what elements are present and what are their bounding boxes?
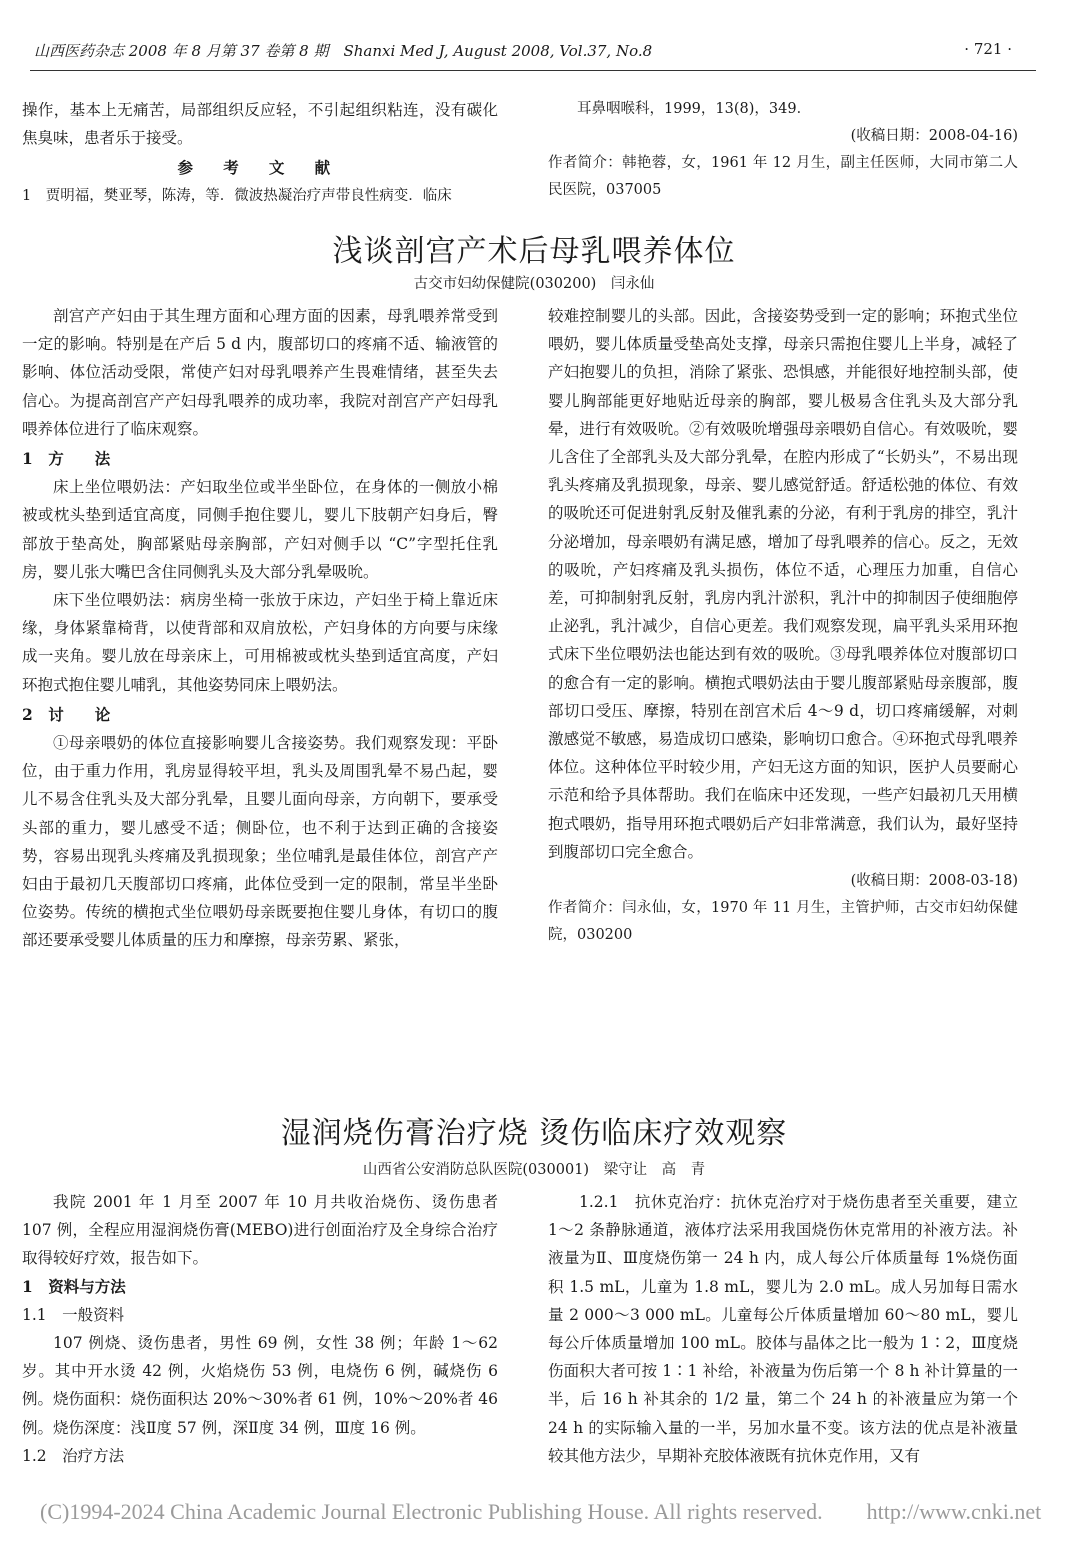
article-title: 浅谈剖宫产术后母乳喂养体位 <box>332 234 736 269</box>
received-date: (收稿日期：2008-04-16) <box>850 128 1018 144</box>
article1-paragraph: 床下坐位喂奶法：病房坐椅一张放于床边，产妇坐于椅上靠近床缘，身体紧靠椅背，以使背部和双肩放松，产妇身体的方向要与床缘成一夹角。婴儿放在母亲床上，可用棉被或枕头垫到适宜高度，产妇环抱式抱住婴儿哺乳，其他姿势同床上喂奶法。 <box>22 591 498 694</box>
article-authors: 古交市妇幼保健院(030200) 闫永仙 <box>413 276 655 292</box>
reference-1: 1 贾明福，樊亚琴，陈涛，等．微波热凝治疗声带良性病变．临床 <box>22 187 452 204</box>
article1-paragraph-continued: 较难控制婴儿的头部。因此，含接姿势受到一定的影响；环抱式坐位喂奶，婴儿体质量受垫高处支撑，母亲只需抱住婴儿上半身，减轻了产妇抱婴儿的负担，消除了紧张、恐惧感，并能很好地控制头部，使婴儿胸部能更好地贴近母亲的胸部，婴儿极易含住乳头及大部分乳晕，进行有效吸吮。②有效吸吮增强母亲喂奶自信心。有效吸吮，婴儿含住了全部乳头及大部分乳晕，在腔内形成了“长奶头”，不易出现乳头疼痛及乳损现象，母亲、婴儿感觉舒适。舒适松弛的体位、有效的吸吮还可促进射乳反射及催乳素的分泌，有利于乳房的排空，乳汁分泌增加，母亲喂奶有满足感，增加了母乳喂养的信心。反之，无效的吸吮，产妇疼痛及乳头损伤，体位不适，心理压力加重，自信心差，可抑制射乳反射，乳房内乳汁淤积，乳汁中的抑制因子使细胞停止泌乳，乳汁减少，自信心更差。我们观察发现，扁平乳头采用环抱式床下坐位喂奶法也能达到有效的吸吮。③母乳喂养体位对腹部切口的愈合有一定的影响。横抱式喂奶法由于婴儿腹部紧贴母亲腹部，腹部切口受压、摩擦，特别在剖宫术后 4～9 d，切口疼痛缓解，对刺激感觉不敏感，易造成切口感染，影响切口愈合。④环抱式母乳喂养体位。这种体位平时较少用，产妇无这方面的知识，医护人员要耐心示范和给予具体帮助。我们在临床中还发现，一些产妇最初几天用横抱式喂奶，指导用环抱式喂奶后产妇非常满意，我们认为，最好坚持到腹部切口完全愈合。 <box>548 307 1018 861</box>
running-header <box>34 40 1034 66</box>
article-authors: 山西省公安消防总队医院(030001) 梁守让 高 青 <box>362 1162 706 1178</box>
page-number: · 721 · <box>964 40 1012 58</box>
article2-paragraph: 1.2.1 抗休克治疗：抗休克治疗对于烧伤患者至关重要，建立 1～2 条静脉通道，液体疗法采用我国烧伤休克常用的补液方法。补液量为Ⅱ、Ⅲ度烧伤第一 24 h 内，成人每公斤体质量每 1%烧伤面积 1.5 mL，儿童为 1.8 mL，婴儿为 2.0 mL。成人另加每日需水量 2 000～3 000 mL。儿童每公斤体质量增加 60～80 mL，婴儿每公斤体质量增加 100 mL。胶体与晶体之比一般为 1∶2，Ⅲ度烧伤面积大者可按 1∶1 补给，补液量为伤后第一个 8 h 补计算量的一半，后 16 h 补其余的 1/2 量，第二个 24 h 的补液量应为第一个 24 h 的实际输入量的一半，另加水量不变。该方法的优点是补液量较其他方法少，早期补充胶体液既有抗休克作用，又有 <box>548 1193 1018 1465</box>
article2-intro: 我院 2001 年 1 月至 2007 年 10 月共收治烧伤、烫伤患者 107 例，全程应用湿润烧伤膏(MEBO)进行创面治疗及全身综合治疗取得较好疗效，报告如下。 <box>22 1193 498 1268</box>
author-bio: 作者简介：韩艳蓉，女，1961 年 12 月生，副主任医师，大同市第二人民医院，037005 <box>548 155 1018 198</box>
section-heading-discussion: 2 讨 论 <box>22 704 111 724</box>
article-title: 湿润烧伤膏治疗烧 烫伤临床疗效观察 <box>280 1116 788 1151</box>
journal-citation: 山西医药杂志 2008 年 8 月第 37 卷第 8 期 Shanxi Med J, August 2008, Vol.37, No.8 <box>34 42 653 60</box>
section-heading-methods: 1 方 法 <box>22 449 111 469</box>
article1-paragraph: ①母亲喂奶的体位直接影响婴儿含接姿势。我们观察发现：平卧位，由于重力作用，乳房显得较平坦，乳头及周围乳晕不易凸起，婴儿不易含住乳头及大部分乳晕，且婴儿面向母亲，方向朝下，要承受头部的重力，婴儿感受不适；侧卧位，也不利于达到正确的含接姿势，容易出现乳头疼痛及乳损现象；坐位哺乳是最佳体位，剖宫产产妇由于最初几天腹部切口疼痛，此体位受到一定的限制，常呈半坐卧位姿势。传统的横抱式坐位喂奶母亲既要抱住婴儿身体，有切口的腹部还要承受婴儿体质量的压力和摩擦，母亲劳累、紧张， <box>22 734 498 950</box>
references-title: 参 考 文 献 <box>177 158 343 178</box>
section-heading-materials: 1 资料与方法 <box>22 1276 126 1296</box>
author-bio: 作者简介：闫永仙，女，1970 年 11 月生，主管护师，古交市妇幼保健院，030200 <box>548 900 1018 944</box>
article1-intro: 剖宫产产妇由于其生理方面和心理方面的因素，母乳喂养常受到一定的影响。特别是在产后 5 d 内，腹部切口的疼痛不适、输液管的影响、体位活动受限，常使产妇对母乳喂养产生畏难情绪，甚至失去信心。为提高剖宫产产妇母乳喂养的成功率，我院对剖宫产产妇母乳喂养体位进行了临床观察。 <box>22 307 498 438</box>
article1-left-column <box>22 302 498 955</box>
prev-article-left <box>22 96 498 210</box>
reference-1-continued: 耳鼻咽喉科，1999，13(8)，349． <box>577 101 812 117</box>
prev-article-right <box>548 96 1018 204</box>
article2-paragraph: 107 例烧、烫伤患者，男性 69 例，女性 38 例；年龄 1～62 岁。其中开水烫 42 例，火焰烧伤 53 例，电烧伤 6 例，碱烧伤 6 例。烧伤面积：烧伤面积达 20%～30%者 61 例，10%～20%者 46 例。烧伤深度：浅Ⅱ度 57 例，深Ⅱ度 34 例，Ⅲ度 16 例。 <box>22 1334 498 1437</box>
header-rule <box>30 70 1036 71</box>
subsection-heading: 1.2 治疗方法 <box>22 1446 125 1465</box>
prev-article-text: 操作，基本上无痛苦，局部组织反应轻，不引起组织粘连，没有碳化焦臭味，患者乐于接受。 <box>22 101 498 148</box>
article1-paragraph: 床上坐位喂奶法：产妇取坐位或半坐卧位，在身体的一侧放小棉被或枕头垫到适宜高度，同侧手抱住婴儿，婴儿下肢朝产妇身后，臀部放于垫高处，胸部紧贴母亲胸部，产妇对侧手以 “C”字型托住乳房，婴儿张大嘴巴含住同侧乳头及大部分乳晕吸吮。 <box>22 478 498 581</box>
subsection-heading: 1.1 一般资料 <box>22 1305 125 1324</box>
article1-right-column <box>548 302 1018 949</box>
received-date: (收稿日期：2008-03-18) <box>850 873 1018 890</box>
article2-left-column <box>22 1188 498 1470</box>
copyright-footer: (C)1994-2024 China Academic Journal Electronic Publishing House. All rights reserved. http://www.cnki.net <box>40 1499 1042 1524</box>
article2-right-column <box>548 1188 1018 1488</box>
